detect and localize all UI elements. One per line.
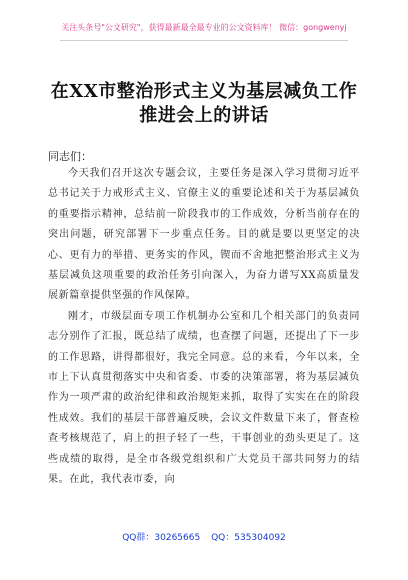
footer-qq-group: QQ群：30265665 xyxy=(122,533,201,543)
paragraph-1: 今天我们召开这次专题会议，主要任务是深入学习贯彻习近平总书记关于力戒形式主义、官僚主义的重要论述和关于为基层减负的重要指示精神，总结前一阶段我市的工作成效，分析当前存在的突出问题，研究部署下一步重点任务。目的就是要以更坚定的决心、更有力的举措、更务实的作风，锲而不舍地把整治形式主义为基层减负这项重要的政治任务引向深入，为奋力谱写XX高质量发展新篇章提供坚强的作风保障。 xyxy=(48,168,360,302)
salutation: 同志们： xyxy=(48,150,92,163)
title-line-1: 在XX市整治形式主义为基层减负工作 xyxy=(50,81,358,102)
footer-contact xyxy=(0,530,408,543)
paragraph-2: 刚才，市级层面专项工作机制办公室和几个相关部门的负责同志分别作了汇报，既总结了成绩，也查摆了问题，还提出了下一步的工作思路，讲得都很好，我完全同意。总的来看，今年以来，全市上下认真贯彻落实中央和省委、市委的决策部署，将为基层减负作为一项严肃的政治纪律和政治规矩来抓，取得了实实在在的阶段性成效。我们的基层干部普遍反映，会议文件数量下来了，督查检查考核规范了，肩上的担子轻了一些，干事创业的劲头更足了。这些成绩的取得，是全市各级党组织和广大党员干部共同努力的结果。在此，我代表市委，向 xyxy=(48,310,360,486)
header-banner xyxy=(0,22,408,33)
document-body xyxy=(48,164,360,491)
banner-text: 关注头条号"公文研究"，获得最新最全最专业的公文资料库！ 微信：gongwenyj xyxy=(61,23,347,32)
title-line-2: 推进会上的讲话 xyxy=(139,105,269,126)
header-divider xyxy=(60,40,348,41)
document-title xyxy=(30,80,378,128)
footer-qq: QQ：535304092 xyxy=(211,533,286,543)
